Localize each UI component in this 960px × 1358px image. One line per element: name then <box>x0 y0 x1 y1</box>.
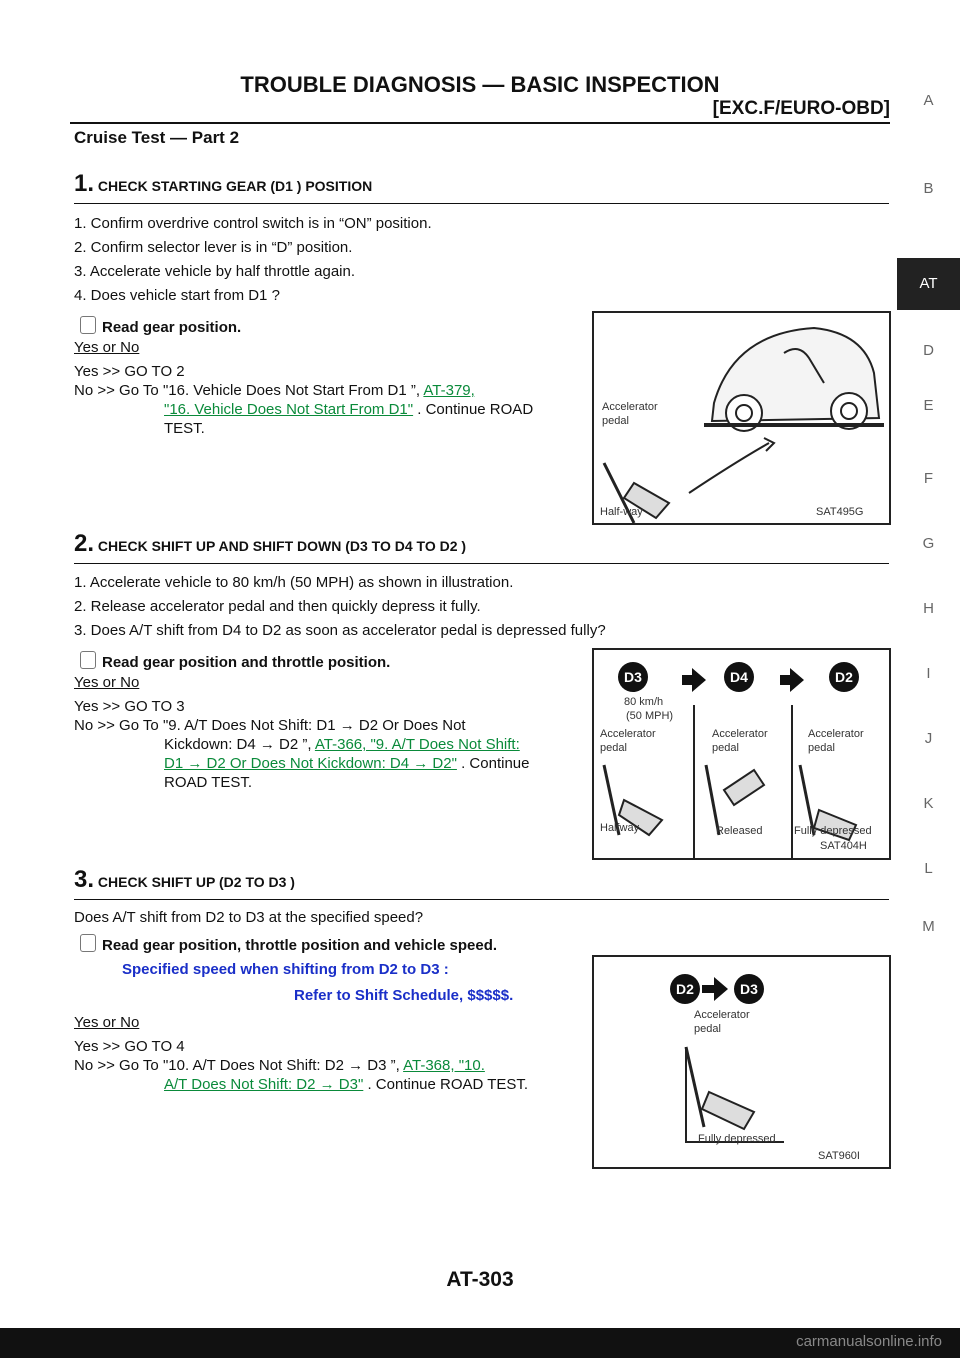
step-divider <box>74 899 889 900</box>
list-item: 3. Accelerate vehicle by half throttle again. <box>74 263 356 280</box>
step-number: 3. <box>74 866 95 893</box>
yes-no-label: Yes or No <box>74 339 140 356</box>
side-tab-b[interactable]: B <box>923 180 934 197</box>
yes-answer: Yes >> GO TO 4 <box>74 1038 185 1055</box>
side-tab-e[interactable]: E <box>923 397 934 414</box>
question: Does A/T shift from D2 to D3 at the specified speed? <box>74 909 424 926</box>
side-tab-i[interactable]: I <box>926 665 931 682</box>
page-subtitle: [EXC.F/EURO-OBD] <box>712 98 890 119</box>
figure-code: SAT960I <box>818 1150 860 1162</box>
link-9-does-not-shift[interactable]: D1 → D2 Or Does Not Kickdown: D4 → D2" <box>164 755 457 772</box>
read-instruction: Read gear position, throttle position and vehicle speed. <box>80 934 497 954</box>
link-at-379[interactable]: AT-379, <box>423 382 475 399</box>
list-item: 2. Confirm selector lever is in “D” position. <box>74 239 353 256</box>
step-divider <box>74 563 889 564</box>
spec-value: Refer to Shift Schedule, $$$$$. <box>294 987 514 1004</box>
yes-no-label: Yes or No <box>74 1014 140 1031</box>
answer-block: Yes >> GO TO 4 No >> Go To "10. A/T Does Not Shift: D2 → D3 ”, AT-368, "10. A/T Does Not Shift: D2 → D3" . Continue ROAD TEST. <box>74 1037 584 1094</box>
side-tab-f[interactable]: F <box>923 470 934 487</box>
side-tab-d[interactable]: D <box>923 342 934 359</box>
list-item: 4. Does vehicle start from D1 ? <box>74 287 280 304</box>
watermark: carmanualsonline.info <box>796 1333 942 1350</box>
no-answer: No >> Go To "10. A/T Does Not Shift: D2 → D3 ”, AT-368, "10. <box>74 1057 485 1074</box>
car-pedal-illustration <box>594 313 889 523</box>
yes-no-label: Yes or No <box>74 674 140 691</box>
link-at-366[interactable]: AT-366, "9. A/T Does Not Shift: <box>314 736 520 753</box>
figure-code: SAT404H <box>820 840 867 852</box>
side-tab-g[interactable]: G <box>922 535 935 552</box>
side-tab-l[interactable]: L <box>924 860 933 877</box>
section-title: Cruise Test — Part 2 <box>74 128 240 147</box>
gear-badge-d2: D2 <box>670 974 700 1004</box>
page-number: AT-303 <box>446 1268 514 1291</box>
yes-answer: Yes >> GO TO 3 <box>74 698 185 715</box>
list-item: 3. Does A/T shift from D4 to D2 as soon as accelerator pedal is depressed fully? <box>74 622 606 639</box>
step-title: CHECK SHIFT UP AND SHIFT DOWN (D3 TO D4 TO D2 ) <box>97 538 467 554</box>
step-number: 2. <box>74 530 95 557</box>
side-tab-m[interactable]: M <box>922 918 935 935</box>
header-rule <box>70 122 890 124</box>
read-instruction: Read gear position and throttle position. <box>80 651 390 671</box>
side-tab-k[interactable]: K <box>923 795 934 812</box>
read-instruction: Read gear position. <box>80 316 241 336</box>
list-item: 1. Accelerate vehicle to 80 km/h (50 MPH) as shown in illustration. <box>74 574 514 591</box>
step-title: CHECK STARTING GEAR (D1 ) POSITION <box>97 178 373 194</box>
no-answer: No >> Go To "16. Vehicle Does Not Start From D1 ”, AT-379, <box>74 382 475 399</box>
figure-sat495g: Accelerator pedal Half-way SAT495G <box>592 311 891 525</box>
figure-caption: Half-way <box>600 506 643 518</box>
no-answer: No >> Go To "9. A/T Does Not Shift: D1 → D2 Or Does Not <box>74 717 466 734</box>
step-3-heading <box>74 866 295 894</box>
step-title: CHECK SHIFT UP (D2 TO D3 ) <box>97 874 295 890</box>
link-10-does-not-shift[interactable]: A/T Does Not Shift: D2 → D3" <box>164 1076 364 1093</box>
gear-badge-d2: D2 <box>829 662 859 692</box>
consult-icon <box>80 934 96 952</box>
figure-code: SAT495G <box>816 506 864 518</box>
spec-label: Specified speed when shifting from D2 to D3 : <box>122 961 449 978</box>
consult-icon <box>80 316 96 334</box>
yes-answer: Yes >> GO TO 2 <box>74 363 185 380</box>
figure-caption: Fully depressed <box>698 1133 776 1145</box>
link-at-368[interactable]: AT-368, "10. <box>403 1057 485 1074</box>
step-divider <box>74 203 889 204</box>
answer-block: Yes >> GO TO 2 No >> Go To "16. Vehicle Does Not Start From D1 ”, AT-379, "16. Vehicle Does Not Start From D1" . Continue ROAD TEST. <box>74 362 584 438</box>
side-tab-a[interactable]: A <box>923 92 934 109</box>
consult-icon <box>80 651 96 669</box>
step-2-heading <box>74 530 466 558</box>
list-item: 2. Release accelerator pedal and then quickly depress it fully. <box>74 598 481 615</box>
gear-badge-d3: D3 <box>734 974 764 1004</box>
list-item: 1. Confirm overdrive control switch is in “ON” position. <box>74 215 432 232</box>
step-1-heading <box>74 170 372 198</box>
figure-sat404h: D3 D4 D2 80 km/h (50 MPH) Accelerator pedal Accelerator pedal Accelerator pedal Halfway Released Fully depressed SAT404H <box>592 648 891 860</box>
gear-badge-d4: D4 <box>724 662 754 692</box>
gear-badge-d3: D3 <box>618 662 648 692</box>
side-tab-at[interactable]: AT <box>897 258 960 310</box>
answer-block: Yes >> GO TO 3 No >> Go To "9. A/T Does Not Shift: D1 → D2 Or Does Not Kickdown: D4 → D2 ”, AT-366, "9. A/T Does Not Shift: D1 → D2 Or Does Not Kickdown: D4 → D2" . Continue ROAD TEST. <box>74 697 584 792</box>
figure-sat960i: D2 D3 Accelerator pedal Fully depressed SAT960I <box>592 955 891 1169</box>
side-tab-h[interactable]: H <box>923 600 934 617</box>
link-16-vehicle-does-not-start[interactable]: "16. Vehicle Does Not Start From D1" <box>164 401 414 418</box>
side-tab-j[interactable]: J <box>924 730 933 747</box>
step-number: 1. <box>74 170 95 197</box>
page-title: TROUBLE DIAGNOSIS — BASIC INSPECTION <box>240 72 720 97</box>
